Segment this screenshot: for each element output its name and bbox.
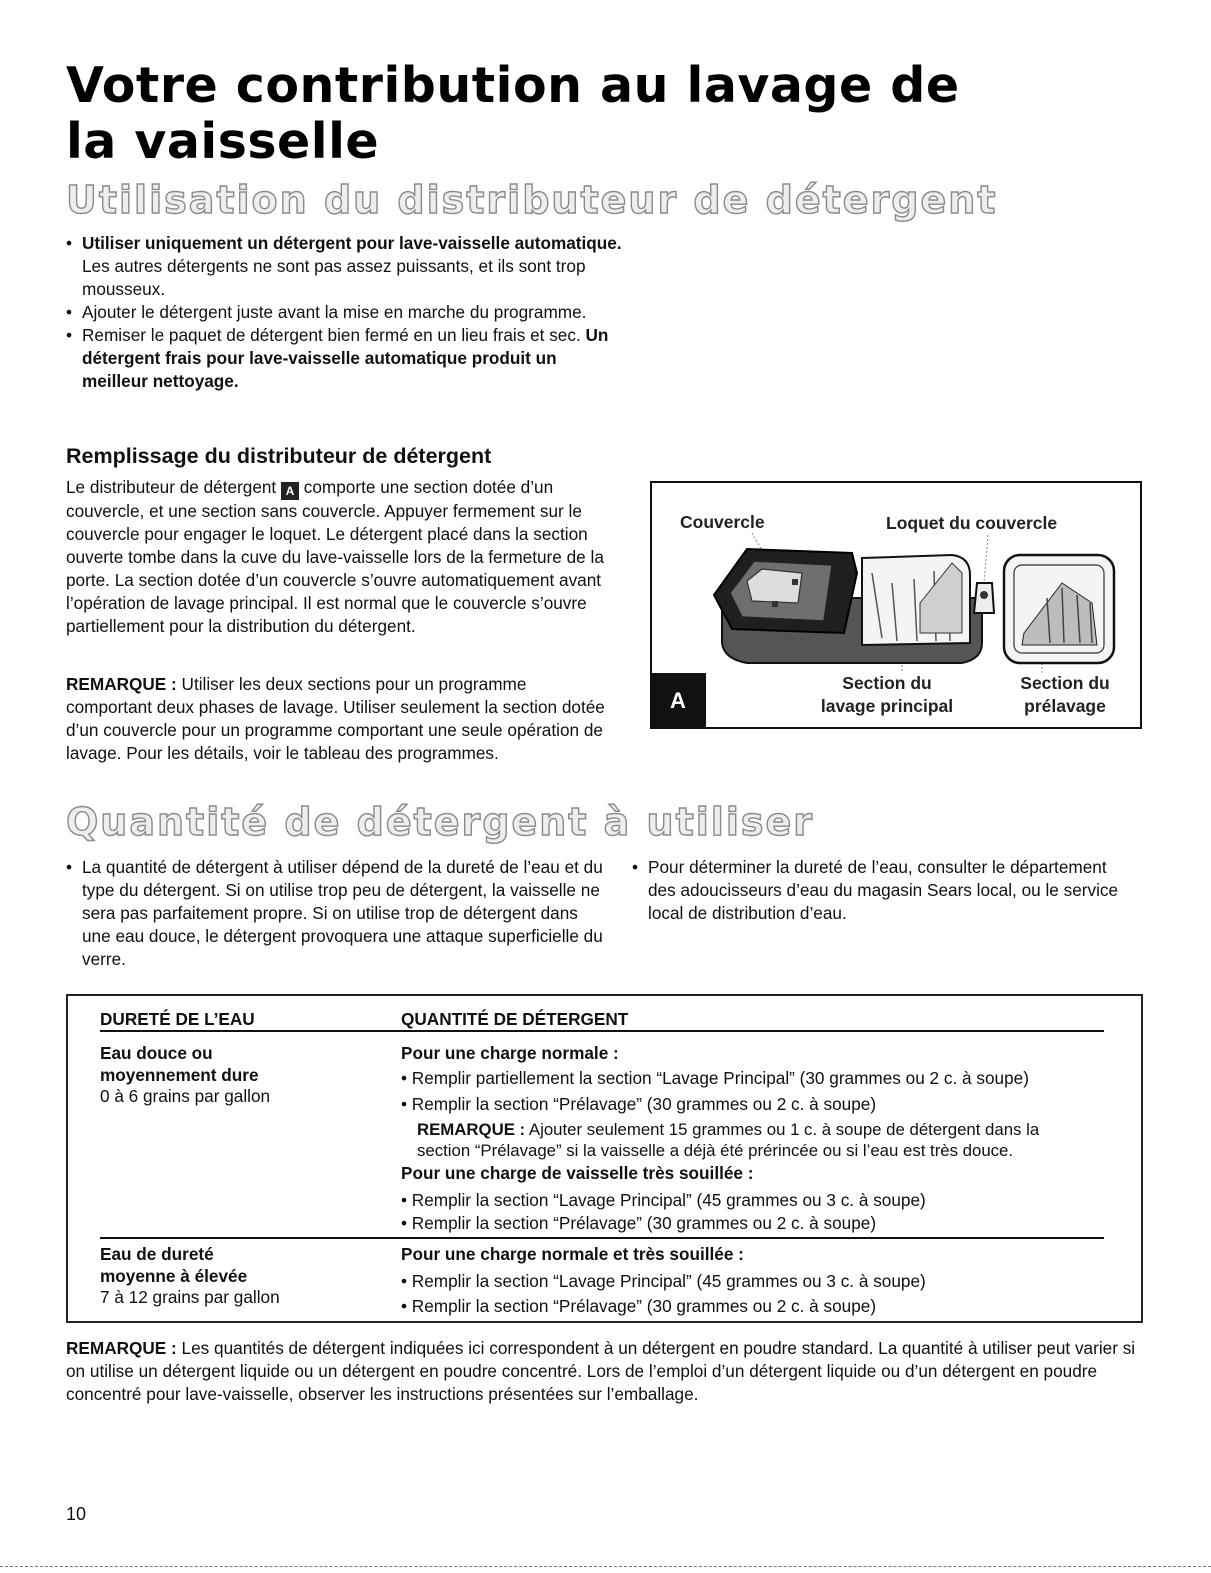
bullet-icon: • — [66, 857, 73, 877]
body-text: La quantité de détergent à utiliser dépend de la dureté de l’eau et du type du détergent. Si on utilise trop peu de détergent, la vaisselle ne sera pas parfaitement propre. Si on utilise trop de détergent dans une eau douce, le détergent provoquera une attaque superficielle du verre. — [82, 857, 603, 969]
label-main-wash-line-1: Section du — [842, 673, 932, 693]
list-item: • Remplir partiellement la section “Lavage Principal” (30 grammes ou 2 c. à soupe) — [401, 1068, 1029, 1088]
hardness-soft-line-1: Eau douce ou — [100, 1043, 213, 1063]
footer-note — [66, 1337, 1146, 1406]
quantity-list-left — [66, 856, 611, 971]
bullet-icon: • — [632, 857, 639, 877]
figure-ref-badge: A — [281, 482, 299, 500]
body-text: comporte une section dotée d’un couvercle, et une section sans couvercle. Appuyer fermement sur le couvercle pour engager le loquet. Le détergent placé dans la section ouverte tombe dans la cuve du lave-vaisselle lors de la fermeture de la porte. La section dotée d’un couvercle s’ouvre automatiquement avant l’opération de lavage principal. Il est normal que le couvercle s’ouvre partiellement pour la distribution du détergent. — [66, 477, 604, 636]
list-item: • Remplir la section “Prélavage” (30 grammes ou 2 c. à soupe) — [401, 1094, 877, 1114]
page-title-line-1: Votre contribution au lavage de — [66, 57, 960, 114]
body-text: Ajouter le détergent juste avant la mise en marche du programme. — [82, 302, 587, 322]
bullet-icon: • — [66, 302, 73, 322]
row-rule — [100, 1237, 1104, 1239]
bullet-icon: • — [66, 325, 73, 345]
hardness-soft-grains: 0 à 6 grains par gallon — [100, 1086, 271, 1106]
note-text: Les quantités de détergent indiquées ici correspondent à un détergent en poudre standard. La quantité à utiliser peut varier si on utilise un détergent liquide ou un détergent en poudre concentré. Lors de l’emploi d’un détergent liquide ou d’un détergent en poudre concentré pour lave-vaisselle, observer les instructions présentées sur l’emballage. — [66, 1338, 1136, 1404]
detergent-quantity-table — [66, 994, 1143, 1323]
list-item — [66, 232, 626, 301]
label-couvercle: Couvercle — [680, 512, 765, 532]
normal-load-heading: Pour une charge normale : — [401, 1043, 619, 1063]
header-rule — [100, 1030, 1104, 1032]
filling-note — [66, 673, 616, 765]
page-number: 10 — [66, 1504, 87, 1524]
section-heading-quantity: Quantité de détergent à utiliser — [66, 800, 814, 844]
quantity-list-right — [632, 856, 1132, 925]
list-item: • Remplir la section “Prélavage” (30 grammes ou 2 c. à soupe) — [401, 1213, 877, 1233]
note-label: REMARQUE : — [66, 674, 177, 694]
hardness-soft-line-2: moyennement dure — [100, 1065, 259, 1085]
section-heading-detergent-dispenser: Utilisation du distributeur de détergent — [66, 178, 998, 222]
note-label: REMARQUE : — [417, 1120, 526, 1139]
list-item: • Remplir la section “Lavage Principal” (45 grammes ou 3 c. à soupe) — [401, 1271, 926, 1291]
label-loquet: Loquet du couvercle — [886, 513, 1058, 533]
table-note-line-1 — [417, 1118, 1039, 1141]
instruction-text: Remplir la section “Lavage Principal” (45 grammes ou 3 c. à soupe) — [411, 1271, 926, 1291]
list-item — [632, 856, 1132, 925]
figure-marker: A — [650, 673, 706, 729]
label-prewash-line-2: prélavage — [1024, 696, 1106, 716]
list-item: • Remplir la section “Lavage Principal” (45 grammes ou 3 c. à soupe) — [401, 1190, 926, 1210]
detergent-usage-list — [66, 232, 626, 393]
column-header-hardness: DURETÉ DE L’EAU — [100, 1009, 255, 1029]
body-text: Remiser le paquet de détergent bien fermé en un lieu frais et sec. — [82, 325, 586, 345]
page-title-line-2: la vaisselle — [66, 113, 380, 170]
dispenser-figure — [650, 481, 1142, 729]
list-item — [66, 856, 611, 971]
instruction-text: Remplir partiellement la section “Lavage Principal” (30 grammes ou 2 c. à soupe) — [411, 1068, 1029, 1088]
column-header-quantity: QUANTITÉ DE DÉTERGENT — [401, 1009, 629, 1029]
body-text: Les autres détergents ne sont pas assez puissants, et ils sont trop mousseux. — [82, 256, 586, 299]
label-prewash — [1000, 672, 1130, 718]
note-label: REMARQUE : — [66, 1338, 177, 1358]
label-main-wash-line-2: lavage principal — [820, 696, 954, 716]
table-note-line-2: section “Prélavage” si la vaisselle a déjà été prérincée ou si l’eau est très douce. — [417, 1141, 1014, 1160]
instruction-text: Remplir la section “Lavage Principal” (45 grammes ou 3 c. à soupe) — [411, 1190, 926, 1210]
hardness-hard-line-1: Eau de dureté — [100, 1244, 214, 1264]
note-text: Utiliser les deux sections pour un programme comportant deux phases de lavage. Utiliser seulement la section dotée d’un couvercle pour un programme comportant une seule opération de lavage. Pour les détails, voir le tableau des programmes. — [66, 674, 605, 763]
bold-text: Utiliser uniquement un détergent pour lave-vaisselle automatique. — [82, 233, 622, 253]
body-text: Pour déterminer la dureté de l’eau, consulter le département des adoucisseurs d’eau du magasin Sears local, ou le service local de distribution d’eau. — [648, 857, 1119, 923]
filling-paragraph — [66, 476, 611, 638]
label-prewash-line-1: Section du — [1020, 673, 1110, 693]
body-text: Le distributeur de détergent — [66, 477, 277, 497]
label-main-wash — [802, 672, 972, 718]
list-item — [66, 301, 626, 324]
instruction-text: Remplir la section “Prélavage” (30 grammes ou 2 c. à soupe) — [411, 1296, 877, 1316]
subheading-filling: Remplissage du distributeur de détergent — [66, 444, 492, 468]
list-item: • Remplir la section “Prélavage” (30 grammes ou 2 c. à soupe) — [401, 1296, 877, 1316]
hardness-hard-line-2: moyenne à élevée — [100, 1266, 248, 1286]
bullet-icon: • — [66, 233, 73, 253]
hardness-hard-grains: 7 à 12 grains par gallon — [100, 1287, 280, 1307]
page-bottom-rule — [0, 1566, 1211, 1567]
note-text: Ajouter seulement 15 grammes ou 1 c. à soupe de détergent dans la — [525, 1120, 1040, 1139]
heavy-load-heading: Pour une charge de vaisselle très souillée : — [401, 1163, 754, 1183]
instruction-text: Remplir la section “Prélavage” (30 grammes ou 2 c. à soupe) — [411, 1094, 877, 1114]
list-item — [66, 324, 626, 393]
normal-heavy-load-heading: Pour une charge normale et très souillée : — [401, 1244, 744, 1264]
instruction-text: Remplir la section “Prélavage” (30 grammes ou 2 c. à soupe) — [411, 1213, 877, 1233]
bold-text: Un détergent frais pour lave-vaisselle automatique produit un meilleur nettoyage. — [82, 325, 609, 391]
page-title — [66, 58, 1016, 170]
